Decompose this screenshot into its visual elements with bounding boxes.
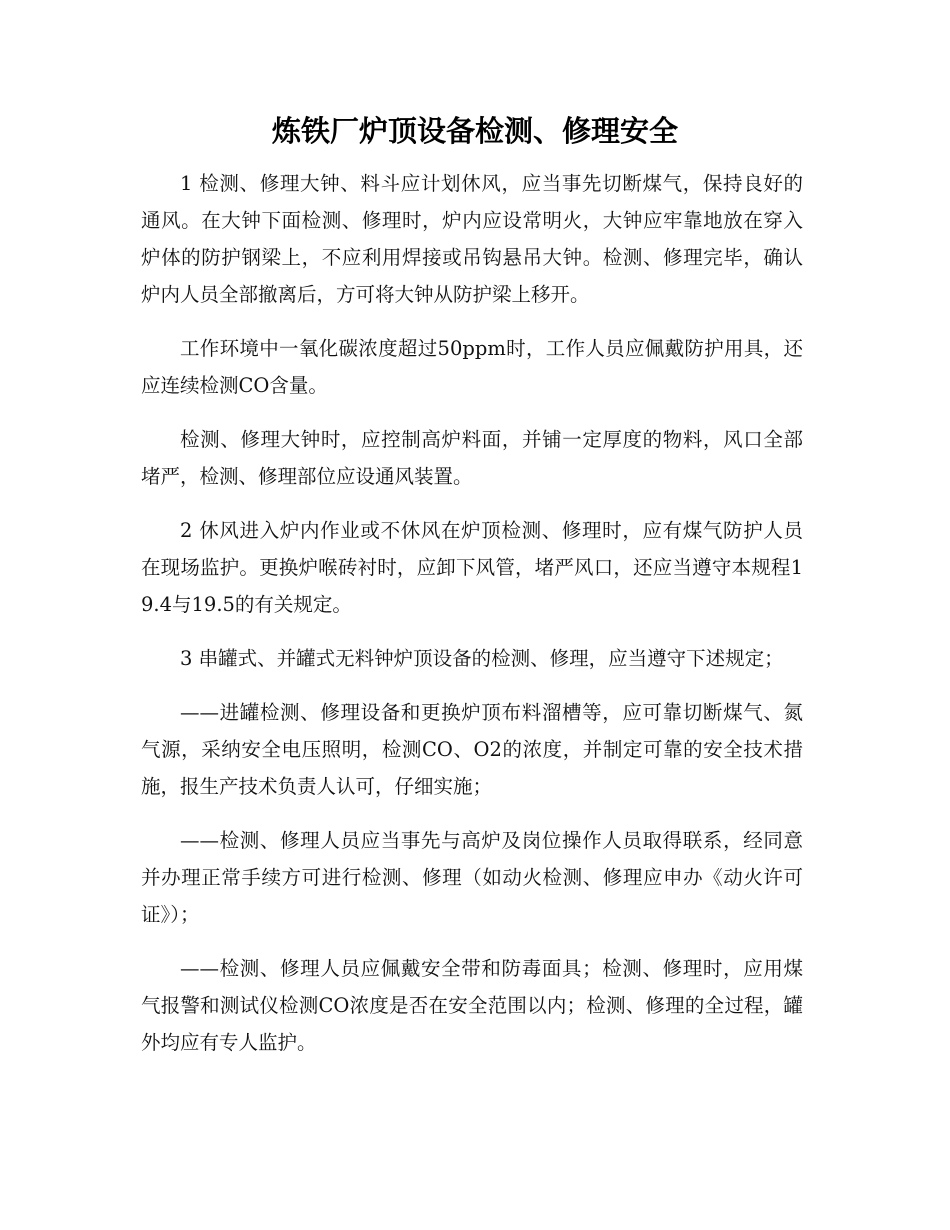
paragraph-1: 1 检测、修理大钟、料斗应计划休风，应当事先切断煤气，保持良好的通风。在大钟下面检测、修理时，炉内应设常明火，大钟应牢靠地放在穿入炉体的防护钢梁上，不应利用焊接或吊钩悬吊大钟。检测、修理完毕，确认炉内人员全部撤离后，方可将大钟从防护梁上移开。 (141, 172, 803, 306)
paragraph-2: 工作环境中一氧化碳浓度超过50ppm时，工作人员应佩戴防护用具，还应连续检测CO含量。 (141, 337, 803, 397)
paragraph-3: 检测、修理大钟时，应控制高炉料面，并铺一定厚度的物料，风口全部堵严，检测、修理部位应设通风装置。 (141, 428, 803, 488)
paragraph-6: ——进罐检测、修理设备和更换炉顶布料溜槽等，应可靠切断煤气、氮气源，采纳安全电压照明，检测CO、O2的浓度，并制定可靠的安全技术措施，报生产技术负责人认可，仔细实施； (141, 701, 803, 798)
document-body (141, 165, 803, 1078)
paragraph-8: ——检测、修理人员应佩戴安全带和防毒面具；检测、修理时，应用煤气报警和测试仪检测CO浓度是否在安全范围以内；检测、修理的全过程，罐外均应有专人监护。 (141, 957, 803, 1054)
paragraph-5: 3 串罐式、并罐式无料钟炉顶设备的检测、修理，应当遵守下述规定； (180, 647, 784, 670)
document-title: 炼铁厂炉顶设备检测、修理安全 (271, 114, 678, 148)
paragraph-4: 2 休风进入炉内作业或不休风在炉顶检测、修理时，应有煤气防护人员在现场监护。更换炉喉砖衬时，应卸下风管，堵严风口，还应当遵守本规程19.4与19.5的有关规定。 (141, 519, 803, 616)
paragraph-7: ——检测、修理人员应当事先与高炉及岗位操作人员取得联系，经同意并办理正常手续方可进行检测、修理（如动火检测、修理应申办《动火许可证》）； (141, 829, 803, 926)
